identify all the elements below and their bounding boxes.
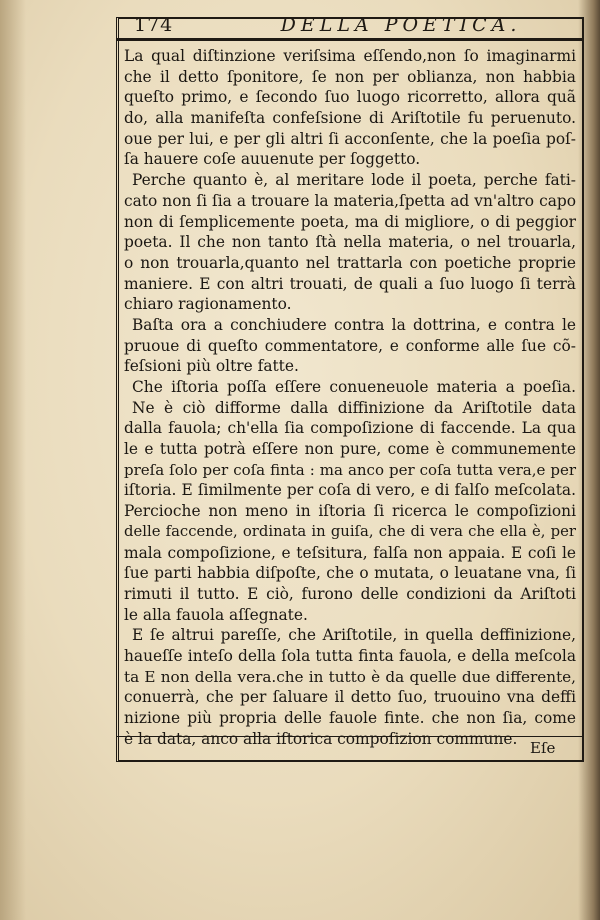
- text-line: nizione più propria delle fauole finte. che non ſia, come: [124, 709, 576, 727]
- body-text: [124, 46, 576, 748]
- text-line: dalla fauola; ch'ella ſia compoſizione di faccende. La qua: [124, 419, 576, 438]
- text-line: chiaro ragionamento.: [124, 295, 292, 314]
- text-line: oue per lui, e per gli altri ſi acconſente, che la poeſia poſ-: [124, 129, 576, 148]
- text-line: le alla fauola aſſegnate.: [124, 605, 308, 624]
- text-line: Perche quanto è, al meritare lode il poeta, perche fati-: [132, 171, 576, 190]
- text-line: Percioche non meno in iſtoria ſi ricerca le compoſizioni: [124, 502, 576, 521]
- text-line: rimuti il tutto. E ciò, furono delle condizioni da Ariſtoti: [124, 584, 576, 603]
- text-line: delle faccende, ordinata in guiſa, che di vera che ella è, per: [124, 522, 576, 540]
- text-line: E ſe altrui pareſſe, che Ariſtotile, in quella deffinizione,: [132, 626, 576, 645]
- catchword: Eſe: [530, 739, 556, 757]
- text-line: non di ſemplicemente poeta, ma di migliore, o di peggior: [124, 212, 576, 231]
- text-line: o non trouarla,quanto nel trattarla con poetiche proprie: [124, 253, 576, 272]
- page-header: [128, 8, 586, 38]
- text-line: pruoue di queſto commentatore, e conforme alle ſue cõ-: [124, 336, 576, 355]
- page-number: 174: [134, 14, 174, 36]
- text-line: mala compoſizione, e teſsitura, falſa non appaia. E coſi le: [124, 543, 576, 562]
- text-line: ſue parti habbia diſpoſte, che o mutata, o leuatane vna, ſi: [124, 564, 576, 583]
- text-line: poeta. Il che non tanto ſtà nella materia, o nel trouarla,: [124, 233, 576, 252]
- text-line: do, alla manifeſta confeſsione di Ariſtotile fu peruenuto.: [124, 109, 576, 128]
- footer-rule: [116, 736, 584, 737]
- text-line: ſa hauere coſe auuenute per ſoggetto.: [124, 150, 421, 169]
- running-title: DELLA POETICA.: [280, 14, 522, 36]
- text-line: La qual diſtinzione veriſsima eſſendo,non ſo imaginarmi: [124, 47, 576, 65]
- text-line: queſto primo, e ſecondo ſuo luogo ricorretto, allora quã: [124, 88, 576, 107]
- text-line: che il detto ſponitore, ſe non per oblianza, non habbia: [124, 67, 576, 86]
- text-line: ta E non della vera.che in tutto è da quelle due differente,: [124, 667, 576, 686]
- text-line: maniere. E con altri trouati, de quali a ſuo luogo ſi terrà: [124, 274, 576, 293]
- header-rule: [116, 38, 584, 41]
- text-line: conuerrà, che per ſaluare il detto ſuo, truouino vna deffi: [124, 688, 576, 707]
- text-line: cato non ſi ſia a trouare la materia,ſpetta ad vn'altro capo: [124, 191, 576, 210]
- text-line: Baſta ora a conchiudere contra la dottrina, e contra le: [132, 315, 576, 334]
- text-line: iſtoria. E ſimilmente per coſa di vero, e di falſo meſcolata.: [124, 481, 576, 500]
- text-line: è la data, anco alla iſtorica compoſizion commune.: [124, 729, 518, 748]
- text-line: Ne è ciò difforme dalla diffinizione da Ariſtotile data: [132, 398, 576, 417]
- text-line: Che iſtoria poſſa eſſere conueneuole materia a poeſia.: [132, 378, 576, 396]
- text-line: haueſſe inteſo della ſola tutta finta fauola, e della meſcola: [124, 646, 576, 665]
- text-line: feſsioni più oltre fatte.: [124, 357, 299, 376]
- page-gutter-shadow: [0, 0, 26, 920]
- text-line: preſa ſolo per coſa finta : ma anco per coſa tutta vera,e per: [124, 460, 576, 479]
- text-line: le e tutta potrà eſſere non pure, come è communemente: [124, 440, 576, 459]
